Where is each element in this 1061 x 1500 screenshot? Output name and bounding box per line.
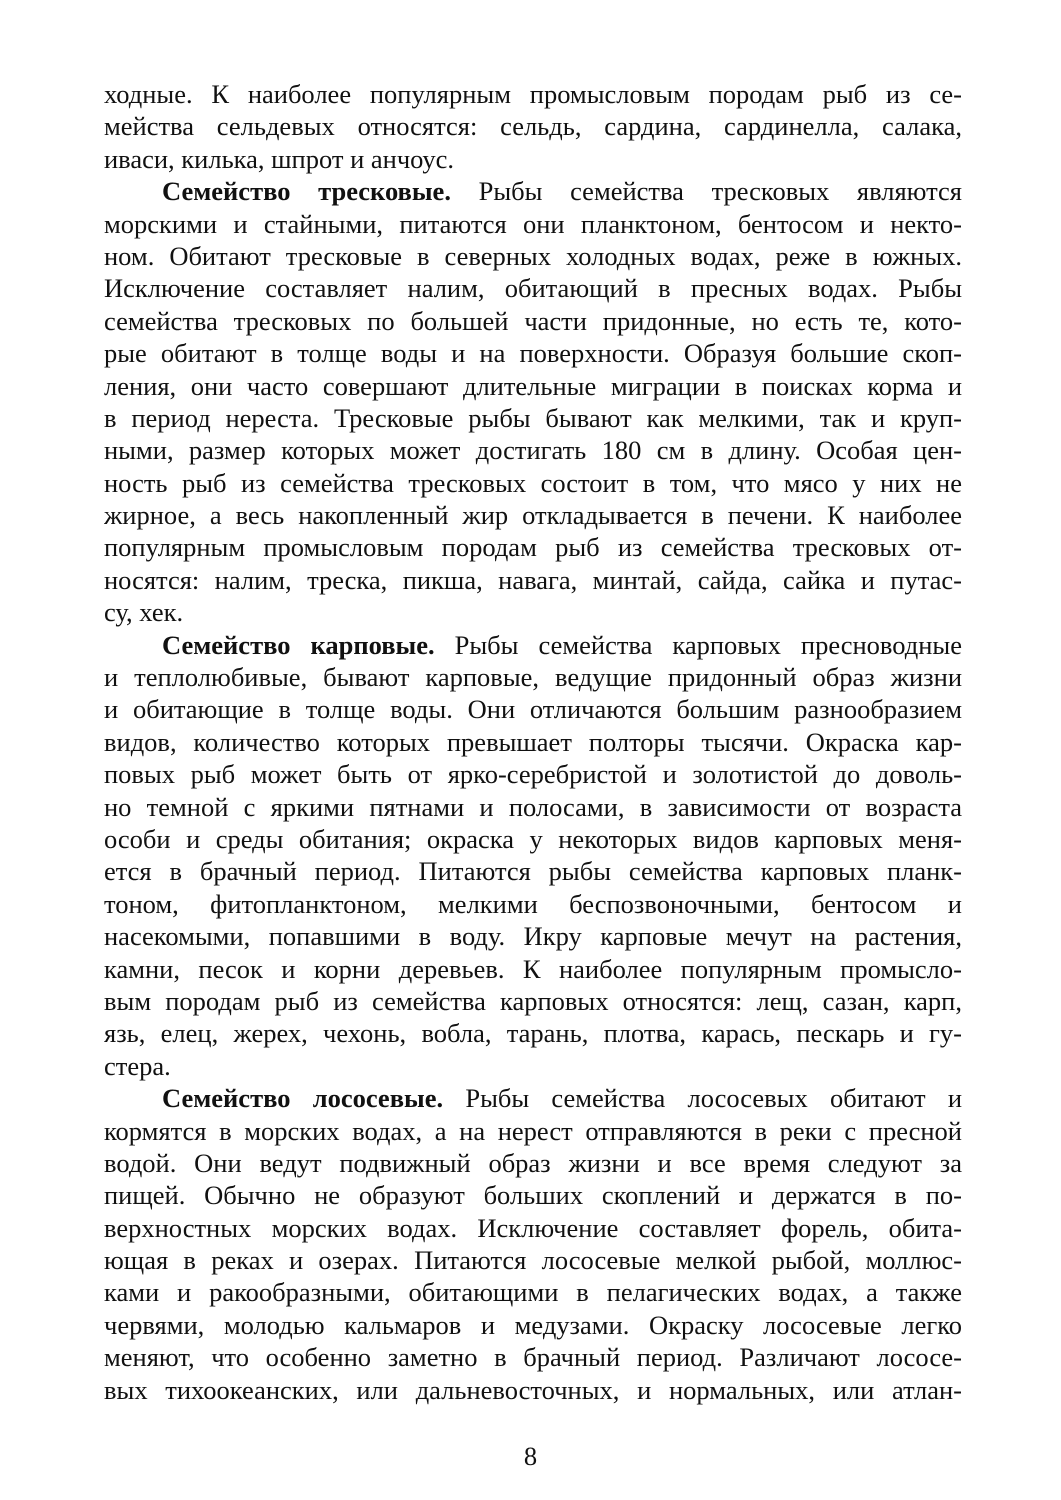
page-number: 8: [523, 1441, 538, 1471]
text-line: ном. Обитают тресковые в северных холодных водах, реже в южных.: [104, 240, 962, 271]
text-line: меняют, что особенно заметно в брачный период. Различают лососе-: [104, 1342, 962, 1373]
paragraph-carp: [104, 629, 962, 1082]
text-line: вым породам рыб из семейства карповых относятся: лещ, сазан, карп,: [104, 985, 962, 1016]
text-line: ющая в реках и озерах. Питаются лососевые мелкой рыбой, моллюс-: [104, 1245, 962, 1276]
text-line: мейства сельдевых относятся: сельдь, сардина, сардинелла, салака,: [104, 111, 962, 142]
text-line: жирное, а весь накопленный жир откладывается в печени. К наиболее: [104, 500, 962, 531]
text-line: рые обитают в толще воды и на поверхности. Образуя большие скоп-: [104, 338, 962, 369]
text-line: червями, молодью кальмаров и медузами. Окраску лососевые легко: [104, 1309, 962, 1340]
text-line: в период нереста. Тресковые рыбы бывают как мелкими, так и круп-: [104, 402, 962, 433]
text-fragment: Рыбы семейства лососевых обитают и: [443, 1083, 962, 1114]
text-line: язь, елец, жерех, чехонь, вобла, тарань, плотва, карась, пескарь и гу-: [104, 1018, 962, 1049]
text-fragment: Рыбы семейства карповых пресноводные: [434, 629, 962, 660]
text-line: семейства тресковых по большей части придонные, но есть те, кото-: [104, 305, 962, 336]
text-line: иваси, килька, шпрот и анчоус.: [104, 143, 455, 174]
text-line: ность рыб из семейства тресковых состоит в том, что мясо у них не: [104, 467, 962, 498]
text-line: ходные. К наиболее популярным промысловым породам рыб из се-: [104, 79, 962, 109]
section-heading-salmon: Семейство лососевые.: [162, 1083, 444, 1114]
text-line: насекомыми, попавшими в воду. Икру карповые мечут на растения,: [104, 921, 962, 952]
text-line: и обитающие в толще воды. Они отличаются большим разнообразием: [104, 694, 962, 725]
text-line: стера.: [104, 1050, 171, 1081]
text-line: видов, количество которых превышает полторы тысячи. Окраска кар-: [104, 726, 962, 757]
text-line: популярным промысловым породам рыб из семейства тресковых от-: [104, 532, 962, 563]
text-line: [104, 1082, 962, 1114]
text-line: ется в брачный период. Питаются рыбы семейства карповых планк-: [104, 856, 962, 887]
text-line: ками и ракообразными, обитающими в пелагических водах, а также: [104, 1277, 962, 1308]
text-line: особи и среды обитания; окраска у некоторых видов карповых меня-: [104, 823, 962, 854]
paragraph-salmon: [104, 1082, 962, 1406]
document-body: [104, 78, 962, 1406]
text-line: камни, песок и корни деревьев. К наиболее популярным промысло-: [104, 953, 962, 984]
text-line: пищей. Обычно не образуют больших скоплений и держатся в по-: [104, 1180, 962, 1211]
text-line: и теплолюбивые, бывают карповые, ведущие придонный образ жизни: [104, 662, 962, 693]
paragraph-cod: [104, 175, 962, 628]
text-line: кормятся в морских водах, а на нерест отправляются в реки с пресной: [104, 1115, 962, 1146]
text-line: вых тихоокеанских, или дальневосточных, и нормальных, или атлан-: [104, 1374, 962, 1405]
text-line: [104, 175, 962, 207]
section-heading-carp: Семейство карповые.: [162, 629, 435, 660]
text-line: [104, 629, 962, 661]
text-line: водой. Они ведут подвижный образ жизни и все время следуют за: [104, 1147, 962, 1178]
paragraph-intro: [104, 78, 962, 175]
text-fragment: Рыбы семейства тресковых являются: [450, 176, 962, 207]
text-line: ления, они часто совершают длительные миграции в поисках корма и: [104, 370, 962, 401]
text-line: но темной с яркими пятнами и полосами, в зависимости от возраста: [104, 791, 962, 822]
text-line: су, хек.: [104, 597, 184, 628]
text-line: Исключение составляет налим, обитающий в пресных водах. Рыбы: [104, 273, 962, 304]
text-line: ными, размер которых может достигать 180 см в длину. Особая цен-: [104, 435, 962, 466]
text-line: повых рыб может быть от ярко-серебристой и золотистой до доволь-: [104, 759, 962, 790]
text-line: носятся: налим, треска, пикша, навага, минтай, сайда, сайка и путас-: [104, 564, 962, 595]
text-line: верхностных морских водах. Исключение составляет форель, обита-: [104, 1212, 962, 1243]
text-line: тоном, фитопланктоном, мелкими беспозвоночными, бентосом и: [104, 888, 962, 919]
section-heading-cod: Семейство тресковые.: [162, 176, 451, 207]
text-line: морскими и стайными, питаются они планктоном, бентосом и некто-: [104, 208, 962, 239]
